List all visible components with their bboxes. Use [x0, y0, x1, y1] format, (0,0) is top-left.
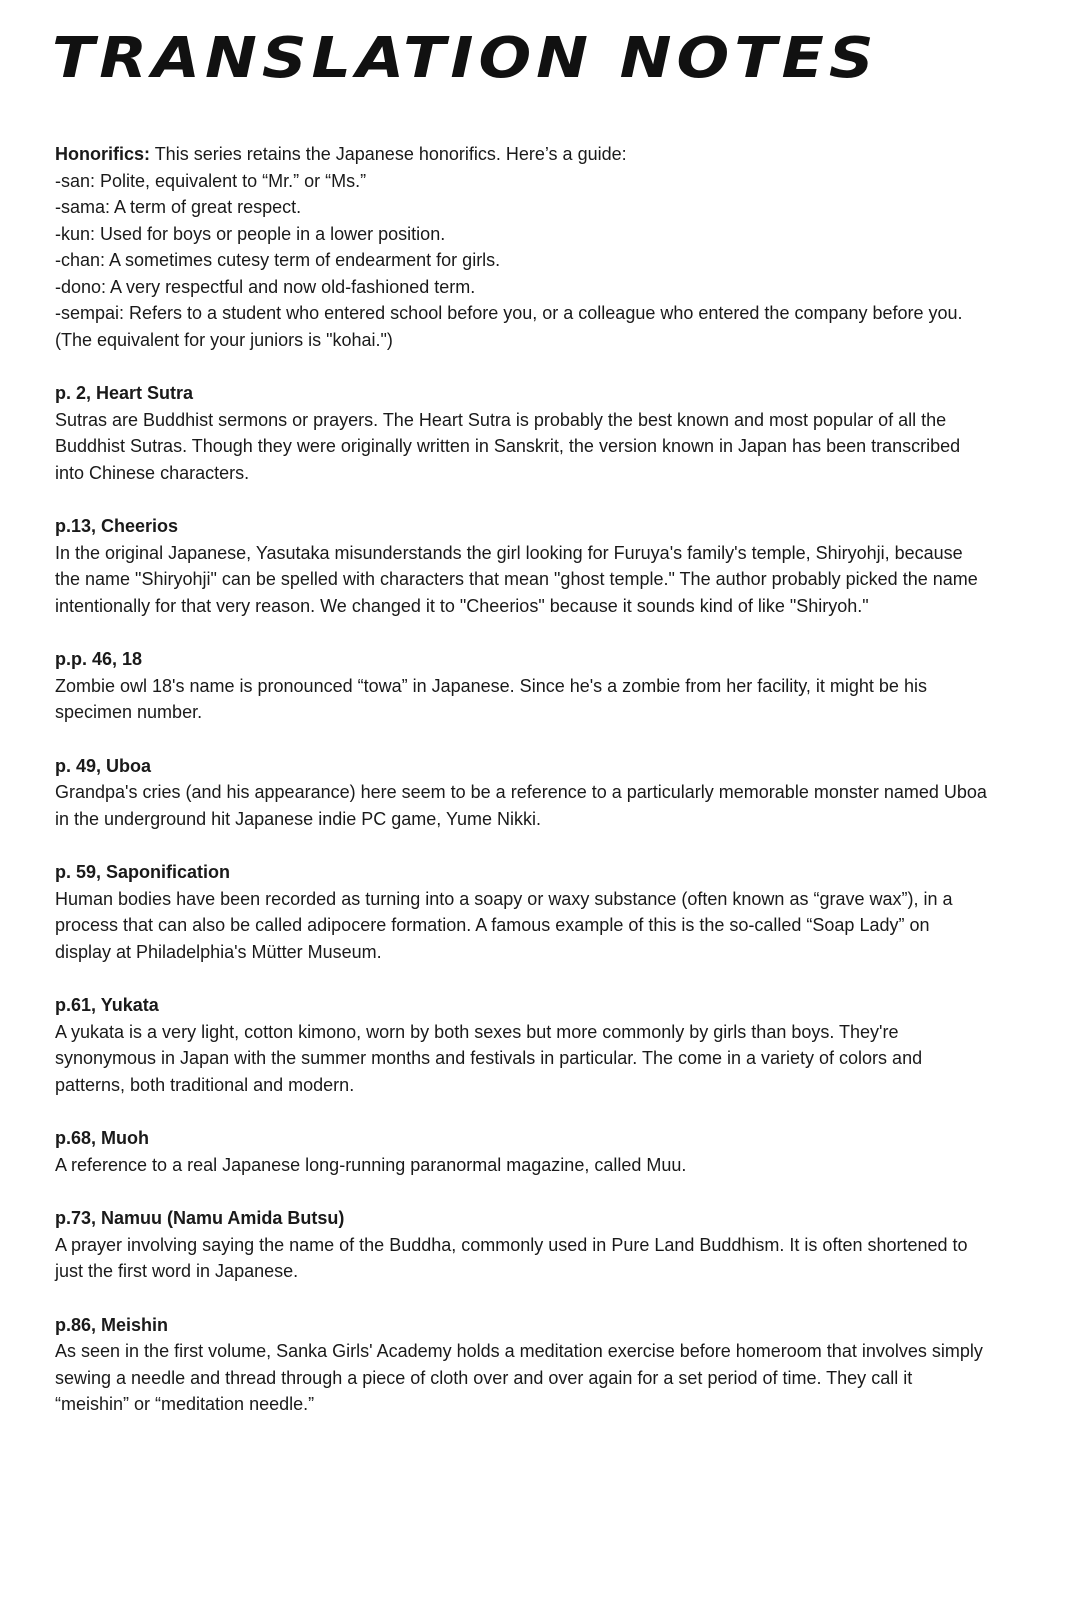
honorifics-intro-text: This series retains the Japanese honorifics. Here’s a guide: — [150, 144, 627, 164]
honorifics-label: Honorifics: — [55, 144, 151, 164]
notes-content — [55, 141, 990, 1418]
note-cheerios — [55, 513, 990, 619]
note-muoh — [55, 1125, 990, 1178]
note-body: Human bodies have been recorded as turning into a soapy or waxy substance (often known as “grave wax”), in a process that can also be called adipocere formation. A famous example of this is the so-called “Soap Lady” on display at Philadelphia's Mütter Museum. — [55, 888, 953, 962]
note-uboa — [55, 753, 990, 833]
note-namuu — [55, 1205, 990, 1285]
note-heading: p.13, Cheerios — [55, 516, 179, 536]
honorifics-section — [55, 141, 990, 353]
honorific-item-san: -san: Polite, equivalent to “Mr.” or “Ms.” — [55, 170, 367, 191]
note-body: As seen in the first volume, Sanka Girls' Academy holds a meditation exercise before homeroom that involves simply sewing a needle and thread through a piece of cloth over and over again for a set period of time. They call it “meishin” or “meditation needle.” — [55, 1341, 983, 1414]
honorific-item-kun: -kun: Used for boys or people in a lower position. — [55, 223, 446, 244]
note-body: A yukata is a very light, cotton kimono, worn by both sexes but more commonly by girls than boys. They're synonymous in Japan with the summer months and festivals in particular. The come in a variety of colors and patterns, both traditional and modern. — [55, 1021, 923, 1095]
honorific-item-sempai: -sempai: Refers to a student who entered school before you, or a colleague who entered the company before you. (The equivalent for your juniors is "kohai.") — [55, 303, 963, 350]
honorifics-intro — [55, 141, 990, 168]
note-body: Zombie owl 18's name is pronounced “towa” in Japanese. Since he's a zombie from her facility, it might be his specimen number. — [55, 675, 927, 722]
honorific-item-sama: -sama: A term of great respect. — [55, 197, 302, 217]
note-heading: p.68, Muoh — [55, 1128, 149, 1148]
note-heading: p.73, Namuu (Namu Amida Butsu) — [55, 1208, 345, 1228]
note-body: A prayer involving saying the name of the Buddha, commonly used in Pure Land Buddhism. It is often shortened to just the first word in Japanese. — [55, 1234, 968, 1281]
note-heading: p. 2, Heart Sutra — [55, 383, 194, 403]
note-heart-sutra — [55, 380, 990, 486]
note-heading: p.p. 46, 18 — [55, 649, 143, 669]
honorific-item-chan: -chan: A sometimes cutesy term of endearment for girls. — [55, 250, 501, 270]
note-zombie-owl-18 — [55, 646, 990, 726]
note-body: Sutras are Buddhist sermons or prayers. The Heart Sutra is probably the best known and most popular of all the Buddhist Sutras. Though they were originally written in Sanskrit, the version known in Japan has been transcribed into Chinese characters. — [55, 409, 961, 483]
note-yukata — [55, 992, 990, 1098]
note-heading: p.86, Meishin — [55, 1314, 169, 1335]
note-saponification — [55, 859, 990, 965]
note-body: In the original Japanese, Yasutaka misunderstands the girl looking for Furuya's family's temple, Shiryohji, because the name "Shiryohji" can be spelled with characters that mean "ghost temple." The author probably picked the name intentionally for that very reason. We changed it to "Cheerios" because it sounds kind of like "Shiryoh." — [55, 542, 978, 616]
honorific-item-dono: -dono: A very respectful and now old-fashioned term. — [55, 276, 476, 297]
honorifics-list — [55, 168, 990, 354]
note-heading: p.61, Yukata — [55, 995, 159, 1015]
note-meishin — [55, 1312, 990, 1418]
note-body: Grandpa's cries (and his appearance) here seem to be a reference to a particularly memorable monster named Uboa in the underground hit Japanese indie PC game, Yume Nikki. — [55, 782, 987, 829]
note-body: A reference to a real Japanese long-running paranormal magazine, called Muu. — [55, 1154, 687, 1175]
page-title: TRANSLATION NOTES — [52, 24, 879, 91]
note-heading: p. 49, Uboa — [55, 755, 152, 776]
note-heading: p. 59, Saponification — [55, 862, 231, 882]
